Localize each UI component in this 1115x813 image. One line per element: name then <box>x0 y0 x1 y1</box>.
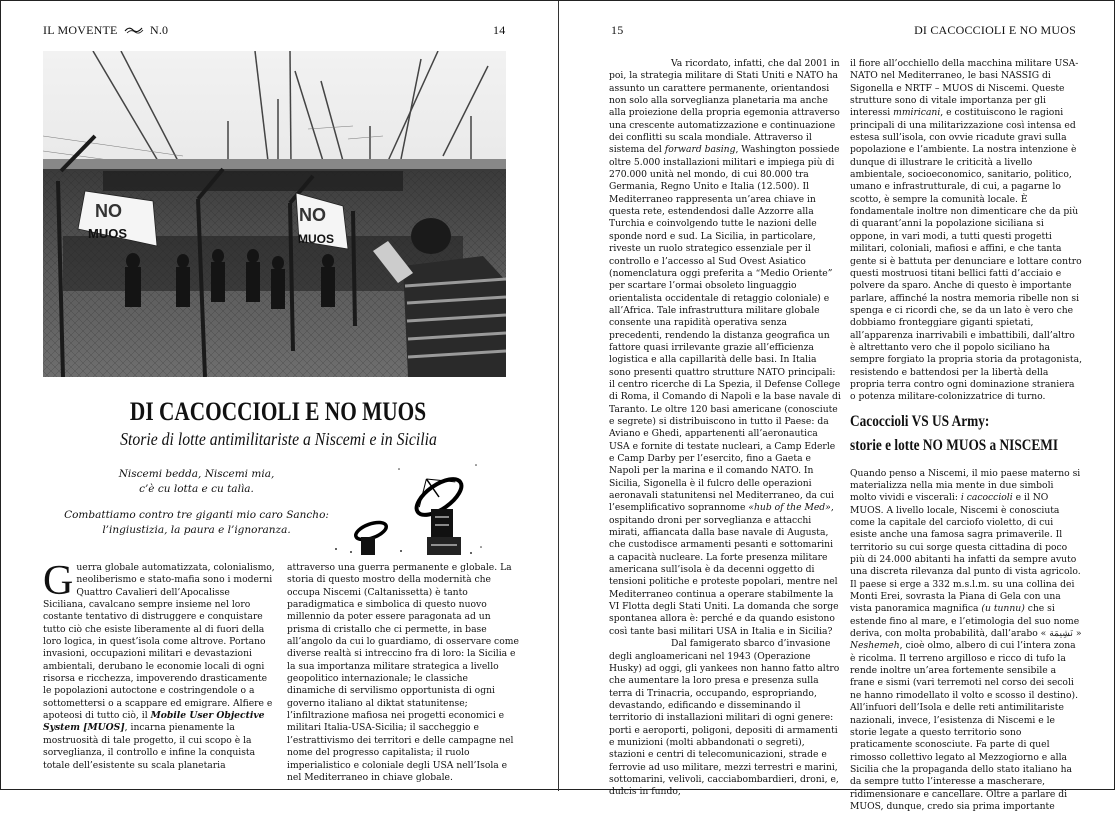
protest-photo <box>43 51 506 377</box>
epigraph <box>49 467 344 549</box>
epigraph-line: c’è cu lotta e cu talìa. <box>139 483 254 495</box>
body-paragraph: attraverso una guerra permanente e globale. La storia di questo mostro della modernità che occupa Niscemi (Caltanissetta) è tanto paradigmatica e simbolica di questo nuovo millennio da poter essere paragonata ad un prisma di cristallo che ci permette, in base all’angolo da cui lo guardiamo, di osservare come diverse realtà si intreccino fra di loro: la Sicilia e la sua importanza militare strategica a livello geopolitico internazionale; le classiche dinamiche di servilismo opportunista di ogni governo italiano al diktat statunitense; l’infiltrazione mafiosa nei progetti economici e militari Italia-USA-Sicilia; il saccheggio e l’estrattivismo dei territori e delle campagne nel nome del progresso capitalista; il ruolo imperialistico e coloniale degli USA nell’Isola e nel Mediterraneo in chiave globale. <box>287 562 519 783</box>
svg-text:NO: NO <box>95 201 122 221</box>
page-number-right: 15 <box>611 23 624 37</box>
satellite-dish-illustration <box>331 459 491 555</box>
body-paragraph: il fiore all’occhiello della macchina militare USA-NATO nel Mediterraneo, le basi NASSIG di Sigonella e NRTF – MUOS di Niscemi. Queste strutture sono di vitale importanza per gli interessi mmiricani, e costituiscono le ragioni principali di una militarizzazione così intensa ed estesa sull’isola, con ovvie ricadute gravi sulla popolazione e l’ambiente. La nostra intenzione è dunque di illustrare le criticità a livello ambientale, socioeconomico, sanitario, politico, umano e infrastrutturale, di cui, a pagarne lo scotto, è sempre la comunità locale. È fondamentale inoltre non dimenticare che da più di quarant’anni la popolazione siciliana si oppone, in vari modi, a tutti questi progetti militari, coloniali, mafiosi e affini, e che tanta gente si è battuta per denunciare e lottare contro questi mostruosi titani bellici fatti d’acciaio e polvere da sparo. Anche di questo è importante parlare, affinché la nostra memoria ribelle non si spenga e ci ricordi che, se da un lato è vero che dobbiamo fronteggiare giganti spietati, all’apparenza inarrivabili e imbattibili, dall’altro è altrettanto vero che il popolo siciliano ha sempre forgiato la propria storia da protagonista, resistendo e battendosi per la libertà della propria terra contro ogni dominazione straniera o potenza militare-colonizzatrice di turno. <box>850 58 1083 403</box>
running-head-right: DI CACOCCIOLI E NO MUOS <box>914 23 1076 37</box>
svg-text:MUOS: MUOS <box>88 226 127 241</box>
article-column-4 <box>850 58 1082 813</box>
article-subtitle: Storie di lotte antimilitariste a Niscemi e in Sicilia <box>120 429 437 449</box>
section-heading: Cacoccioli VS US Army: storie e lotte NO MUOS a NISCEMI <box>850 412 1059 454</box>
left-page <box>1 1 558 791</box>
article-column-1 <box>43 558 275 772</box>
muos-emphasis: Mobile User Objective System [MUOS] <box>43 710 265 734</box>
magazine-name: IL MOVENTE <box>43 23 118 37</box>
epigraph-line: Combattiamo contro tre giganti mio caro Sancho: <box>64 509 329 521</box>
svg-text:NO: NO <box>299 205 326 225</box>
svg-text:MUOS: MUOS <box>298 232 334 246</box>
running-head-left <box>43 23 168 38</box>
satellite-dish-icon <box>331 459 491 555</box>
issue-number: N.0 <box>149 23 169 37</box>
swash-ornament-icon <box>124 23 144 38</box>
body-paragraph: Dal famigerato sbarco d’invasione degli angloamericani nel 1943 (Operazione Husky) ad oggi, gli yankees non hanno fatto altro che aumentare la loro presa e presenza sulla terra di Trinacria, occupando, espropriando, devastando, edificando e disseminando il territorio di installazioni militari di ogni genere: porti e aeroporti, poligoni, depositi di armamenti e munizioni (molti abbandonati o segreti), stazioni e centri di telecomunicazioni, strade e ferrovie ad uso militare, mezzi terrestri e marini, sottomarini, velivoli, cacciabombardieri, droni, e, dulcis in fundo, <box>609 638 840 798</box>
body-paragraph: Va ricordato, infatti, che dal 2001 in poi, la strategia militare di Stati Uniti e NATO ha assunto un carattere permanente, orientandosi non solo alla sorveglianza planetaria ma anche alla proiezione della propria egemonia attraverso una crescente automatizzazione e continuazione dei conflitti su scala mondiale. Attraverso il sistema del forward basing, Washington possiede oltre 5.000 installazioni militari e impiega più di 270.000 unità nel mondo, di cui 80.000 tra Germania, Regno Unito e Italia (12.500). Il Mediterraneo rappresenta un’area chiave in questa rete, estendendosi dalle Azzorre alla Turchia e coinvolgendo tutte le nazioni delle sponde nord e sud. La Sicilia, in particolare, riveste un ruolo strategico essenziale per il controllo e l’accesso al Sud Ovest Asiatico (nomenclatura oggi preferita a “Medio Oriente” per scartare l’ormai obsoleto linguaggio orientalista occidentale di retaggio coloniale) e all’Africa. Tale infrastruttura militare globale consente una rapidità operativa senza precedenti, rendendo la distanza geografica un fattore quasi irrilevante grazie all’efficienza logistica e alla capillarità delle basi. In Italia sono presenti quattro strutture NATO principali: il centro ricerche di La Spezia, il Defense College di Roma, il Comando di Napoli e la base navale di Taranto. Le oltre 120 basi americane (conosciute e segrete) si distribuiscono in tutto il Paese: da Aviano e Ghedi, appartenenti all’aeronautica USA e fornite di testate nucleari, a Camp Ederle e Camp Darby per l’esercito, fino a Gaeta e Napoli per la marina e il comando NATO. In Sicilia, Sigonella è il fulcro delle operazioni aeronavali statunitensi nel Mediterraneo, da cui l’esemplificativo soprannome «hub of the Med», ospitando droni per sorveglianza e attacchi mirati, affiancata dalla base navale di Augusta, che custodisce armamenti pesanti e sottomarini a capacità nucleare. La forte presenza militare americana sull’isola è da decenni oggetto di tensioni politiche e proteste popolari, mentre nel Mediterraneo continua a operare stabilmente la VI Flotta degli Stati Uniti. La domanda che sorge spontanea allora è: perché e da quando esistono così tante basi militari USA in Italia e in Sicilia? <box>609 58 841 637</box>
drop-cap: G <box>43 558 74 604</box>
page-number-left: 14 <box>493 23 506 37</box>
epigraph-line: Niscemi bedda, Niscemi mia, <box>118 468 275 480</box>
body-paragraph: Guerra globale automatizzata, colonialismo, neoliberismo e stato-mafia sono i moderni Quattro Cavalieri dell’Apocalisse Siciliana, cavalcano sempre insieme nel loro costante tentativo di distruggere e conquistare tutto ciò che esiste liberamente al di fuori della loro logica, in quest’isola come altrove. Portano invasioni, occupazioni militari e devastazioni ambientali, derubano le economie locali di ogni risorsa e ricchezza, impoverendo drasticamente le popolazioni autoctone e costringendole o a sottomettersi o a scappare ed emigrare. Alfiere e apoteosi di tutto ciò, il Mobile User Objective System [MUOS], incarna pienamente la mostruosità di tale progetto, il cui scopo è la sorveglianza, il controllo e infine la conquista totale dell’esistente su scala planetaria <box>43 558 275 771</box>
right-page <box>559 1 1115 812</box>
epigraph-line: l’ingiustizia, la paura e l’ignoranza. <box>102 524 291 536</box>
body-paragraph: Quando penso a Niscemi, il mio paese materno si materializza nella mia mente in due simboli molto vividi e viscerali: i cacoccioli e il NO MUOS. A livello locale, Niscemi è conosciuta come la capitale del carciofo violetto, di cui esiste anche una famosa sagra primaverile. Il territorio su cui sorge questa cittadina di poco più di 24.000 abitanti ha infatti da sempre avuto una discreta rilevanza dal punto di vista agricolo. Il paese si erge a 332 m.s.l.m. su una collina dei Monti Erei, sovrasta la Piana di Gela con una vista panoramica magnifica (u tunnu) che si estende fino al mare, e l’etimologia del suo nome deriva, con molta probabilità, dall’arabo « نَشِيمَة » Neshemeh, cioè olmo, albero di cui l’intera zona è ricolma. Il terreno argilloso e ricco di tufo la rende inoltre un’area fortemente sensibile a frane e sismi (vari terremoti nel corso dei secoli ne hanno rimodellato il volto e scosso il destino). All’infuori dell’Isola e delle reti antimilitariste nazionali, invece, l’esistenza di Niscemi e le storie legate a questo territorio sono praticamente sconosciute. Fa parte di quel rimosso collettivo legato al Mezzogiorno e alla Sicilia che la propaganda dello stato italiano ha da sempre tutto l’interesse a mascherare, ridimensionare e cancellare. Oltre a parlare di MUOS, dunque, credo sia prima importante <box>850 467 1082 812</box>
article-title: DI CACOCCIOLI E NO MUOS <box>129 397 427 426</box>
article-column-3 <box>609 58 841 799</box>
article-column-2 <box>287 562 519 784</box>
